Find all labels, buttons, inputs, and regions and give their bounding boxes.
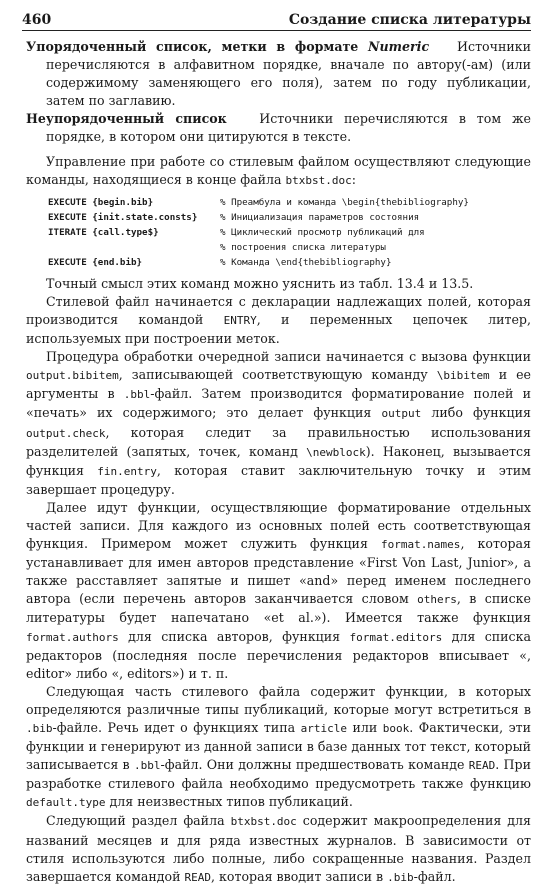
- text-run: или: [346, 720, 383, 735]
- text-run: содержит макроопределения для названий месяцев и для ряда известных журналов. В зависимости от стиля используются либо полные, либо сокращенные названия. Раздел завершается командой: [26, 813, 532, 884]
- code-comment: % Циклический просмотр публикаций для: [220, 226, 425, 238]
- running-title: Создание списка литературы: [288, 12, 531, 28]
- definition-unsorted: [26, 110, 531, 146]
- inline-code: READ: [184, 870, 212, 884]
- text-run: , которая следит за правильностью использования разделителей (запятых, точек, команд: [26, 424, 531, 459]
- text-run: Следующий раздел файла: [46, 813, 231, 829]
- code-line: [48, 210, 469, 225]
- code-line: [48, 225, 469, 240]
- paragraph-entry: [26, 293, 531, 348]
- text-run: -файле. Речь идет о функциях типа: [52, 720, 301, 735]
- code-line: [48, 195, 469, 210]
- paragraph-intro: [26, 153, 531, 190]
- code-comment: % Команда \end{thebibliography}: [220, 256, 392, 268]
- text-run: , записывающей соответствующую команду: [118, 367, 437, 383]
- text-run: :: [351, 171, 357, 187]
- definition-numeric: [26, 38, 531, 110]
- text-run: для списка редакторов (последняя после перечисления редакторов вписывает «, editor» либо «, editors») и т. п.: [26, 628, 531, 681]
- paragraph-publication-types: [26, 683, 531, 813]
- inline-code: \bibitem: [436, 369, 490, 383]
- text-run: -файл.: [413, 868, 456, 884]
- text-run: , и переменных цепочек литер, используемых при построении меток.: [26, 311, 531, 347]
- text-run: Точный смысл этих команд можно уяснить из табл. 13.4 и 13.5.: [46, 275, 474, 291]
- code-command: ITERATE {call.type$}: [48, 226, 159, 238]
- code-command: EXECUTE {end.bib}: [48, 256, 143, 268]
- text-run: для неизвестных типов публикаций.: [105, 794, 353, 810]
- code-comment: % Преамбула и команда \begin{thebibliography}: [220, 196, 469, 208]
- running-header: [22, 6, 531, 31]
- inline-code: output.bibitem: [26, 369, 119, 383]
- text-run: либо функция: [421, 405, 531, 421]
- paragraph-format-functions: [26, 499, 531, 683]
- inline-code: .bbl: [133, 759, 161, 773]
- text-run: . Фактически, эти функции и генерируют из данной записи в базе данных тот текст, который записывается в: [26, 720, 532, 773]
- code-command: EXECUTE {begin.bib}: [48, 196, 154, 208]
- paragraph-macros: [26, 812, 531, 886]
- page-body: [26, 38, 531, 887]
- page-number: 460: [22, 12, 52, 28]
- text-run: для списка авторов, функция: [118, 628, 350, 644]
- inline-code: READ: [468, 759, 496, 773]
- text-run: -файл. Затем производится форматирование полей и «печать» их содержимого; это делает функция: [26, 386, 531, 421]
- inline-code: format.editors: [349, 630, 443, 644]
- inline-code: format.names: [380, 538, 461, 552]
- text-run: , которая вводит записи в: [211, 868, 388, 884]
- text-run: , которая устанавливает для имен авторов представление «First Von Last, Junior», а также расставляет запятые и пишет «and» перед именем последнего автора (если перечень авторов заканчивается словом: [26, 536, 532, 607]
- text-run: Процедура обработки очередной записи начинается с вызова функции: [46, 349, 531, 365]
- paragraph-processing: [26, 348, 531, 499]
- text-run: и ее аргументы в: [26, 367, 532, 402]
- code-command: [48, 240, 220, 255]
- inline-code: output.check: [26, 426, 106, 440]
- code-line: [48, 255, 469, 270]
- inline-code: .bib: [26, 722, 53, 735]
- text-run: , которая ставит заключительную точку и этим завершает процедуру.: [26, 462, 531, 497]
- text-run: Следующая часть стилевого файла содержит функции, в которых определяются различные типы публикаций, которые могут встретиться в: [26, 683, 531, 717]
- format-name: Numeric: [368, 39, 430, 54]
- code-comment: % построения списка литературы: [220, 241, 386, 253]
- inline-code: fin.entry: [97, 464, 157, 478]
- text-run: , в списке литературы будет напечатано «et al.»). Имеется также функция: [26, 591, 531, 626]
- inline-code: \newblock: [306, 445, 366, 459]
- command-listing: [48, 195, 469, 270]
- inline-code: article: [300, 722, 347, 735]
- definition-term: Неупорядоченный список: [26, 111, 227, 127]
- text-run: Стилевой файл начинается с декларации надлежащих полей, которая производится командой: [26, 293, 531, 327]
- inline-code: format.authors: [26, 630, 119, 644]
- inline-code: book: [382, 722, 410, 735]
- definition-list: [26, 38, 531, 147]
- inline-code: default.type: [26, 796, 106, 810]
- text-run: . При разработке стилевого файла необходимо предусмотреть также функцию: [26, 757, 531, 792]
- inline-code: output: [381, 407, 422, 421]
- definition-text: Источники перечисляются в том же порядке, в котором они цитируются в тексте.: [46, 111, 531, 145]
- definition-term: Упорядоченный список, метки в формате Numeric: [26, 39, 430, 54]
- inline-code: others: [417, 593, 457, 607]
- inline-code: btxbst.doc: [285, 173, 352, 187]
- code-comment: % Инициализация параметров состояния: [220, 211, 420, 223]
- inline-code: btxbst.doc: [230, 815, 297, 829]
- text-run: -файл. Они должны предшествовать команде: [160, 757, 469, 773]
- text-run: Далее идут функции, осуществляющие форматирование отдельных частей записи. Для каждого из основных полей есть соответствующая функция. Примером может служить функция: [26, 499, 531, 552]
- inline-code: .bib: [387, 870, 414, 884]
- paragraph-after-code: [26, 275, 531, 293]
- inline-code: ENTRY: [223, 313, 257, 327]
- inline-code: .bbl: [123, 388, 151, 402]
- code-command: EXECUTE {init.state.consts}: [48, 211, 198, 223]
- definition-text: Источники перечисляются в алфавитном порядке, вначале по автору(-ам) (или содержимому заменяющего его поля), затем по году публикации, затем по заглавию.: [46, 39, 531, 109]
- text-run: ). Наконец, вызывается функция: [26, 443, 532, 478]
- text-run: Управление при работе со стилевым файлом осуществляют следующие команды, находящиеся в конце файла: [26, 153, 531, 187]
- code-line: [48, 240, 469, 255]
